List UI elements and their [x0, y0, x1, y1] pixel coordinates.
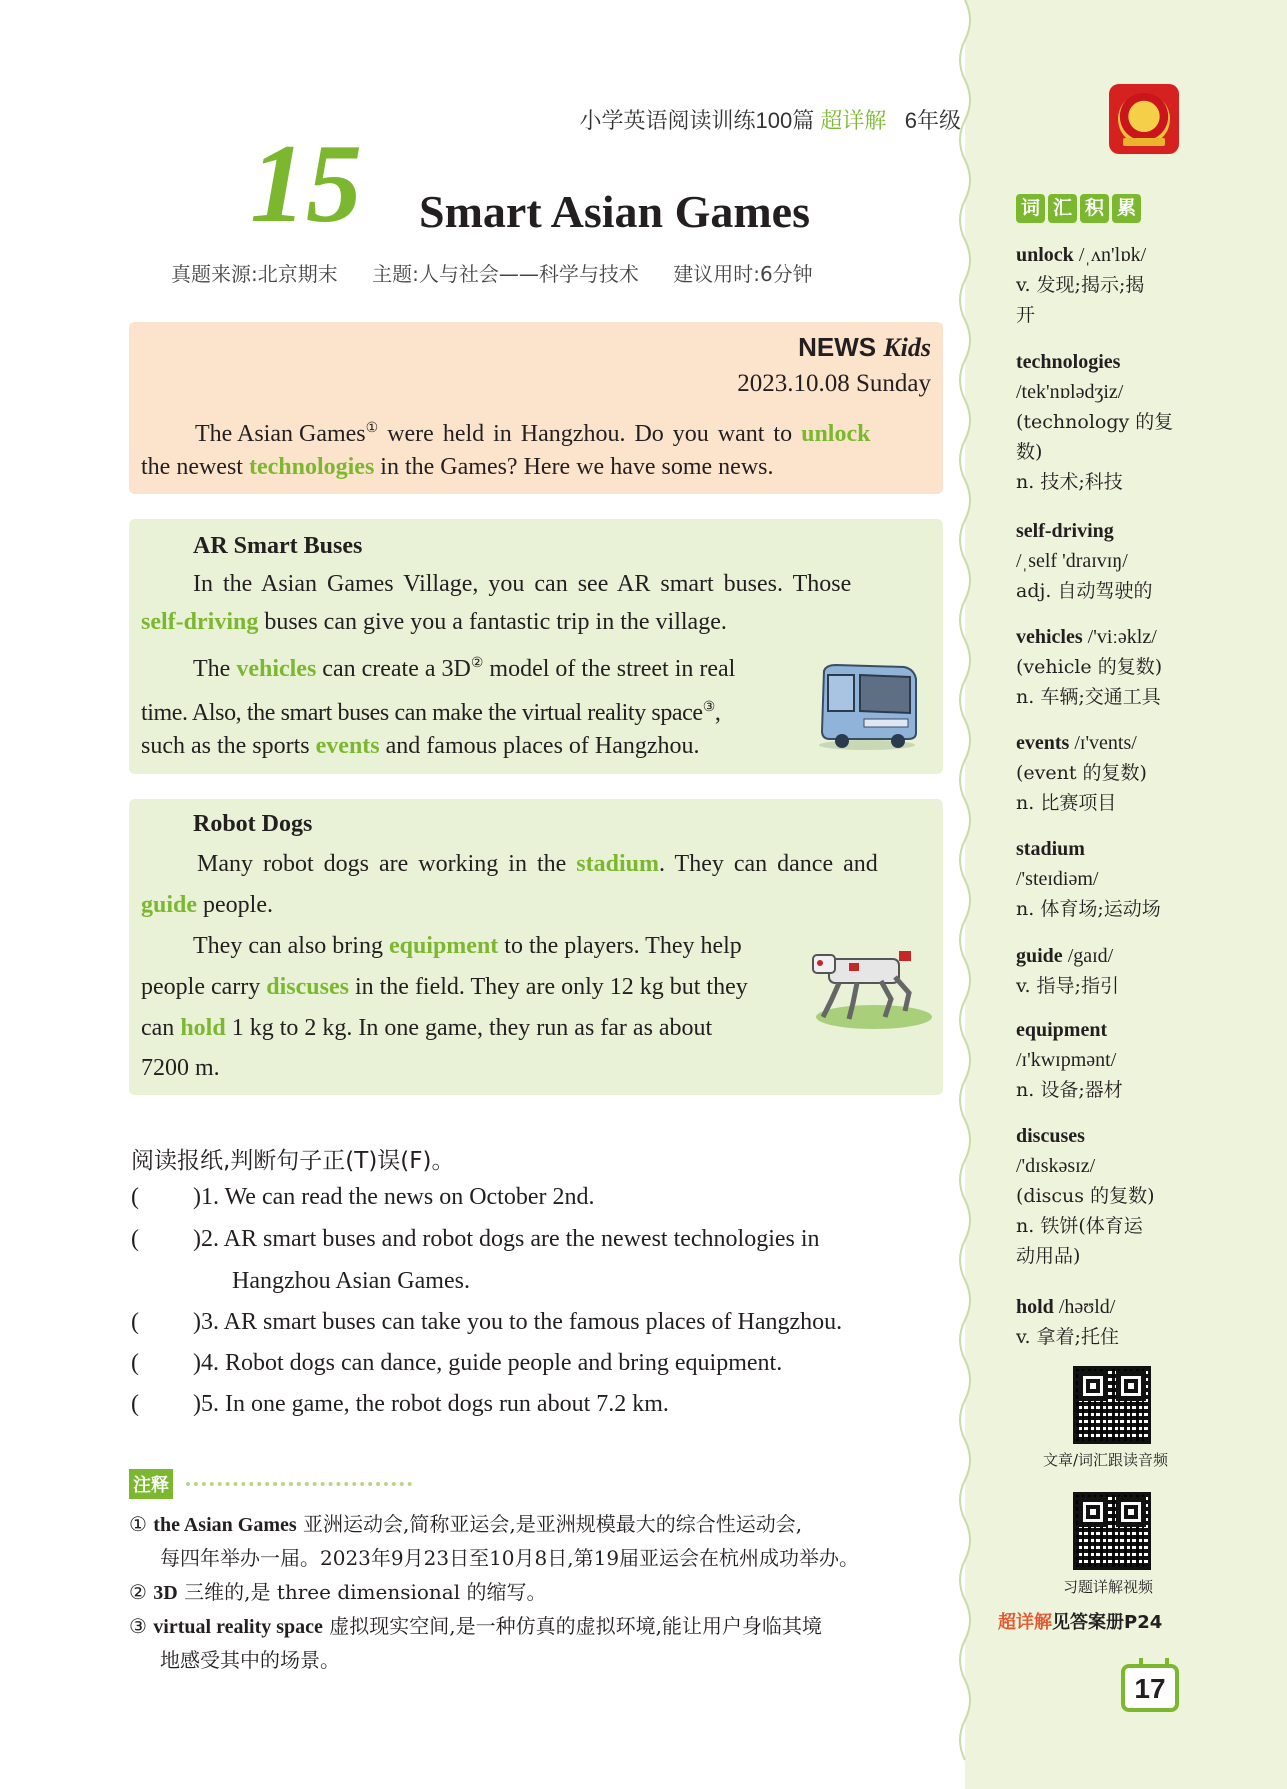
paragraph-line: 7200 m. [141, 1055, 220, 1081]
paragraph-line: self-driving buses can give you a fantastic trip in the village. [141, 609, 727, 635]
vocab-title: 词 汇 积 累 [1016, 194, 1144, 223]
paragraph-line: Many robot dogs are working in the stadium. They can dance and [197, 851, 878, 877]
robot-dog-section [129, 799, 943, 1095]
paragraph-line: They can also bring equipment to the players. They help [193, 933, 742, 959]
time-label: 建议用时:6分钟 [673, 262, 813, 286]
paragraph-line: guide people. [141, 892, 273, 918]
qr-caption-video: 习题详解视频 [1063, 1578, 1154, 1596]
vocab-item-self-driving: self-driving /ˌself 'draɪvɪŋ/ adj. 自动驾驶的 [1016, 520, 1153, 602]
lesson-meta [171, 258, 841, 287]
question-2: ( ) 2. AR smart buses and robot dogs are the newest technologies in [131, 1226, 820, 1252]
note-1-continued: 每四年举办一届。2023年9月23日至10月8日,第19届亚运会在杭州成功举办。 [160, 1546, 860, 1570]
question-4: ( ) 4. Robot dogs can dance, guide people and bring equipment. [131, 1350, 783, 1376]
vocab-item-vehicles: vehicles /'viːəklz/ (vehicle 的复数) n. 车辆;交通工具 [1016, 626, 1163, 708]
section-heading: Robot Dogs [193, 811, 313, 837]
question-3: ( ) 3. AR smart buses can take you to the famous places of Hangzhou. [131, 1309, 843, 1335]
audio-qr-code[interactable] [1073, 1366, 1151, 1444]
question-2-continued: Hangzhou Asian Games. [232, 1268, 470, 1294]
note-3: ③ virtual reality space 虚拟现实空间,是一种仿真的虚拟环境,能让用户身临其境 [129, 1614, 822, 1638]
vocab-item-discuses: discuses /'dɪskəsɪz/ (discus 的复数) n. 铁饼(体育运 动用品) [1016, 1125, 1155, 1267]
news-brand: NEWS Kids [798, 332, 931, 362]
series-highlight: 超详解 [820, 108, 887, 133]
paragraph-line: In the Asian Games Village, you can see AR smart buses. Those [193, 571, 852, 597]
grade-label: 6年级 [904, 108, 961, 133]
book-series-header [580, 104, 961, 135]
publisher-logo [1109, 84, 1179, 154]
news-date: 2023.10.08 Sunday [737, 370, 931, 397]
news-paragraph-line1: The Asian Games① were held in Hangzhou. Do you want to unlock [195, 421, 871, 447]
answer-reference: 超详解见答案册P24 [998, 1612, 1163, 1633]
news-intro-box [129, 322, 943, 494]
page-title: Smart Asian Games [419, 186, 810, 237]
exercise-title: 阅读报纸,判断句子正(T)误(F)。 [131, 1148, 455, 1174]
page-number: 17 [1121, 1664, 1179, 1712]
news-paragraph-line2: the newest technologies in the Games? Here we have some news. [141, 454, 774, 480]
video-qr-code[interactable] [1073, 1492, 1151, 1570]
vocab-item-guide: guide /gaɪd/ v. 指导;指引 [1016, 945, 1119, 997]
vocab-item-hold: hold /həʊld/ v. 拿着;托住 [1016, 1296, 1119, 1348]
vocab-item-equipment: equipment /ɪ'kwɪpmənt/ n. 设备;器材 [1016, 1019, 1123, 1101]
section-heading: AR Smart Buses [193, 533, 363, 559]
lesson-number: 15 [250, 122, 362, 246]
source-label: 真题来源:北京期末 [171, 262, 338, 286]
question-1: ( ) 1. We can read the news on October 2nd. [131, 1184, 595, 1210]
qr-caption-audio: 文章/词汇跟读音频 [1043, 1451, 1169, 1469]
paragraph-line: such as the sports events and famous places of Hangzhou. [141, 733, 700, 759]
vocab-item-stadium: stadium /'steɪdiəm/ n. 体育场;运动场 [1016, 838, 1161, 920]
vocab-item-unlock: unlock /ˌʌn'lɒk/ v. 发现;揭示;揭 开 [1016, 244, 1147, 326]
topic-label: 主题:人与社会——科学与技术 [372, 262, 639, 286]
wave-border-decoration [957, 0, 987, 1789]
question-5: ( ) 5. In one game, the robot dogs run about 7.2 km. [131, 1391, 669, 1417]
notes-label: 注释 [129, 1469, 173, 1499]
vocab-item-technologies: technologies /tek'nɒlədʒiz/ (technology 的复 数) n. 技术;科技 [1016, 351, 1174, 493]
paragraph-line: can hold 1 kg to 2 kg. In one game, they run as far as about [141, 1015, 713, 1041]
smart-bus-illustration [812, 661, 922, 751]
notes-divider [186, 1482, 412, 1486]
robot-dog-illustration [809, 931, 939, 1031]
ar-bus-section [129, 519, 943, 774]
paragraph-line: people carry discuses in the field. They are only 12 kg but they [141, 974, 748, 1000]
paragraph-line: time. Also, the smart buses can make the virtual reality space③, [141, 700, 721, 726]
note-2: ② 3D 三维的,是 three dimensional 的缩写。 [129, 1580, 547, 1604]
vocab-item-events: events /ɪ'vents/ (event 的复数) n. 比赛项目 [1016, 732, 1147, 814]
series-title: 小学英语阅读训练100篇 [579, 108, 815, 133]
paragraph-line: The vehicles can create a 3D② model of the street in real [193, 656, 736, 682]
note-1: ① the Asian Games 亚洲运动会,简称亚运会,是亚洲规模最大的综合性运动会, [129, 1512, 803, 1536]
note-3-continued: 地感受其中的场景。 [160, 1648, 340, 1672]
